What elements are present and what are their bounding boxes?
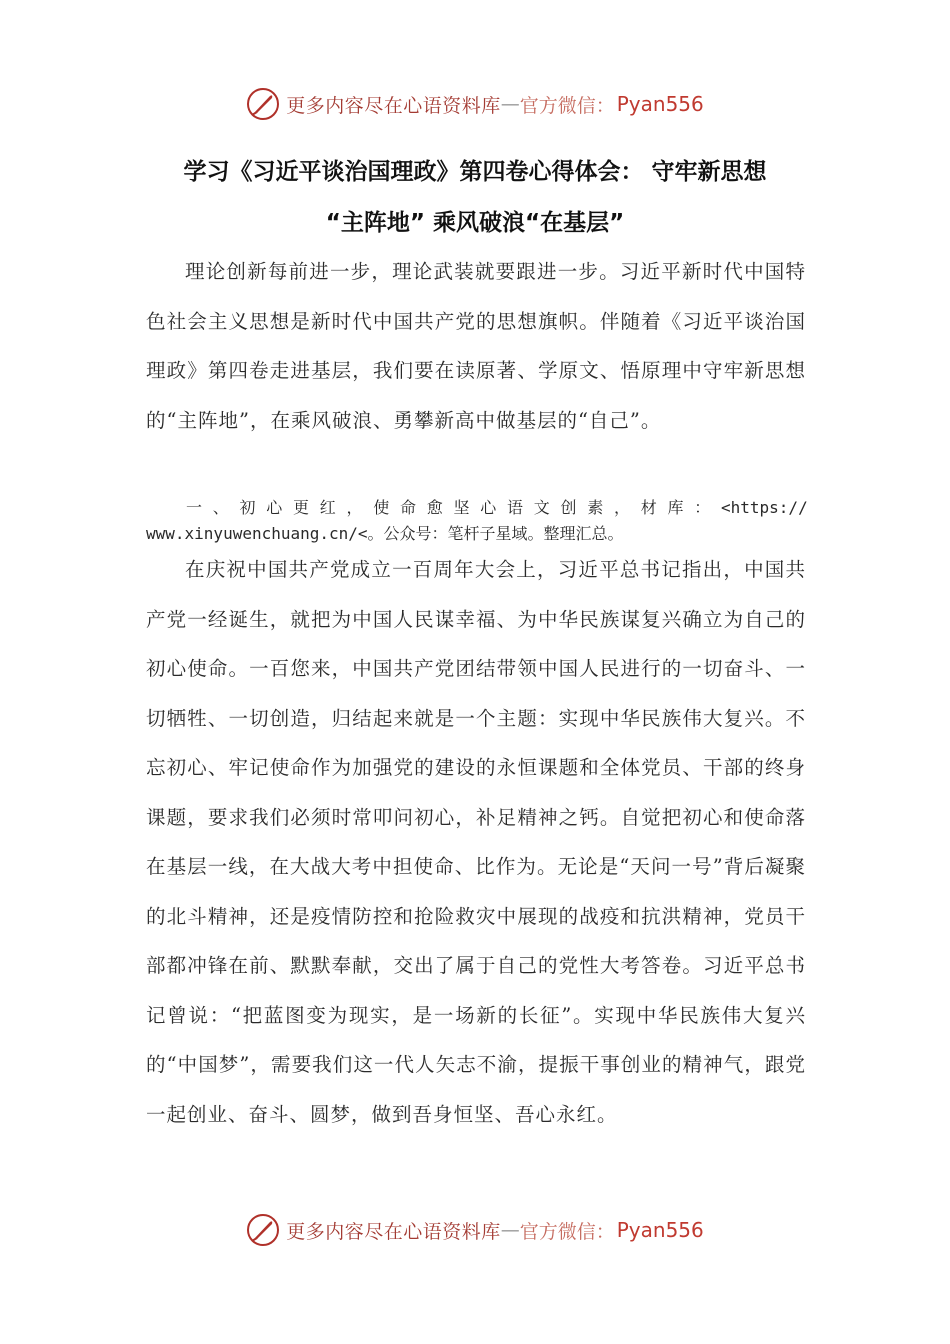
section-heading-char: 语 xyxy=(507,498,524,517)
section-heading-char: 更 xyxy=(293,498,310,517)
section-heading-char: ， xyxy=(346,498,363,517)
section-heading-char: 创 xyxy=(560,498,577,517)
body-paragraph: 在庆祝中国共产党成立一百周年大会上，习近平总书记指出，中国共产党一经诞生，就把为中国人民谋幸福、为中华民族谋复兴确立为自己的初心使命。一百您来，中国共产党团结带领中国人民进行的一切奋斗、一切牺牲、一切创造，归结起来就是一个主题：实现中华民族伟大复兴。不忘初心、牢记使命作为加强党的建设的永恒课题和全体党员、干部的终身课题，要求我们必须时常叩问初心，补足精神之钙。自觉把初心和使命落在基层一线，在大战大考中担使命、比作为。无论是“天问一号”背后凝聚的北斗精神，还是疫情防控和抢险救灾中展现的战疫和抗洪精神，党员干部都冲锋在前、默默奉献，交出了属于自己的党性大考答卷。习近平总书记曾说：“把蓝图变为现实，是一场新的长征”。实现中华民族伟大复兴的“中国梦”，需要我们这一代人矢志不渝，提振干事创业的精神气，跟党一起创业、奋斗、圆梦，做到吾身恒坚、吾心永红。 xyxy=(146,558,806,1126)
intro-paragraph: 理论创新每前进一步，理论武装就要跟进一步。习近平新时代中国特色社会主义思想是新时代中国共产党的思想旗帜。伴随着《习近平谈治国理政》第四卷走进基层，我们要在读原著、学原文、悟原理中守牢新思想的“主阵地”，在乘风破浪、勇攀新高中做基层的“自己”。 xyxy=(146,260,806,432)
section-heading-char: ， xyxy=(614,498,631,517)
section-heading-char: ： xyxy=(694,498,711,517)
section-heading-char: <https:// xyxy=(721,498,808,517)
section-heading-char: 心 xyxy=(480,498,497,517)
footer-slogan: 更多内容尽在心语资料库 xyxy=(286,1220,501,1243)
document-title-line1: 学习《习近平谈治国理政》第四卷心得体会： 守牢新思想 xyxy=(183,159,767,185)
document-title-line2: “主阵地” 乘风破浪“在基层” xyxy=(325,210,625,236)
footer-separator: — xyxy=(500,1219,520,1241)
section-heading-char: 心 xyxy=(266,498,283,517)
section-heading-char: 一 xyxy=(186,498,203,517)
banner-wechat-id: Pyan556 xyxy=(616,92,704,116)
section-heading-char: 红 xyxy=(319,498,336,517)
section-heading-char: 初 xyxy=(239,498,256,517)
section-heading-char: 、 xyxy=(212,498,229,517)
banner-separator: — xyxy=(500,93,520,115)
section-heading-char: 素 xyxy=(587,498,604,517)
footer-banner xyxy=(0,1208,950,1252)
section-heading-char: 库 xyxy=(667,498,684,517)
section-heading-char: 文 xyxy=(533,498,550,517)
banner-wechat-label: 官方微信： xyxy=(519,94,615,117)
header-banner xyxy=(0,82,950,126)
section-heading-char: 材 xyxy=(640,498,657,517)
section-heading-char: 愈 xyxy=(426,498,443,517)
section-heading-char: 命 xyxy=(400,498,417,517)
section-heading-line1 xyxy=(146,495,808,521)
footer-wechat-label: 官方微信： xyxy=(519,1220,615,1243)
quill-logo-icon xyxy=(246,87,280,121)
section-heading-line2: www.xinyuwenchuang.cn/<。公众号：笔杆子星域。整理汇总。 xyxy=(146,524,624,543)
section-heading-char: 坚 xyxy=(453,498,470,517)
banner-slogan: 更多内容尽在心语资料库 xyxy=(286,94,501,117)
section-heading-char: 使 xyxy=(373,498,390,517)
quill-logo-icon xyxy=(246,1213,280,1247)
section-heading xyxy=(146,495,808,547)
footer-wechat-id: Pyan556 xyxy=(616,1218,704,1242)
